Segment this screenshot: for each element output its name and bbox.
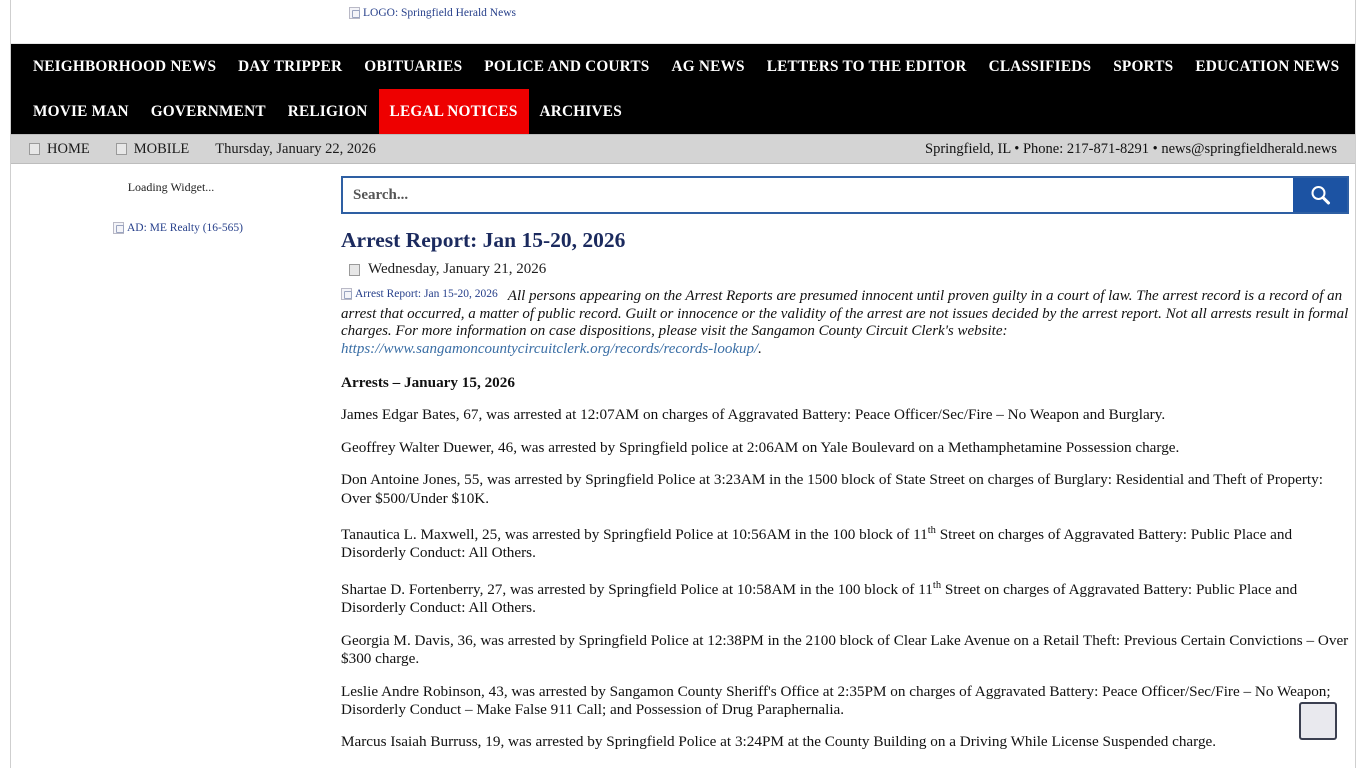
arrest-entry: James Edgar Bates, 67, was arrested at 12:07AM on charges of Aggravated Battery: Peace Officer/Sec/Fire – No Weapon and Burglary.: [341, 406, 1166, 424]
nav-label: ARCHIVES: [539, 102, 622, 120]
article-image-broken[interactable]: [341, 288, 498, 300]
nav-label: NEIGHBORHOOD NEWS: [33, 57, 217, 75]
nav-item-sports[interactable]: [1102, 44, 1184, 89]
nav-label: POLICE AND COURTS: [484, 57, 650, 75]
home-icon: [29, 143, 40, 155]
nav-label: DAY TRIPPER: [238, 57, 343, 75]
mobile-link[interactable]: [116, 141, 190, 158]
nav-item-obituaries[interactable]: [353, 44, 473, 89]
nav-item-religion[interactable]: [277, 89, 379, 134]
floating-widget-button[interactable]: [1299, 702, 1337, 740]
contact-info: Springfield, IL • Phone: 217-871-8291 • news@springfieldherald.news: [925, 140, 1337, 157]
article-image-alt-text: Arrest Report: Jan 15-20, 2026: [355, 288, 498, 300]
logo-bar: [11, 0, 1355, 44]
nav-label: LETTERS TO THE EDITOR: [766, 57, 967, 75]
nav-label: GOVERNMENT: [150, 102, 266, 120]
nav-row-2: [11, 89, 1355, 134]
nav-item-day-tripper[interactable]: [227, 44, 353, 89]
article-lede: [341, 288, 1353, 358]
nav-label: CLASSIFIEDS: [988, 57, 1092, 75]
arrest-entry: Shartae D. Fortenberry, 27, was arrested by Springfield Police at 10:58AM in the 100 block of 11th Street on charges of Aggravated Battery: Public Place and Disorderly Conduct: All Others.: [341, 579, 1298, 617]
current-date: Thursday, January 22, 2026: [215, 140, 376, 157]
nav-label: SPORTS: [1113, 57, 1174, 75]
nav-item-government[interactable]: [140, 89, 277, 134]
article-publish-date-text: Wednesday, January 21, 2026: [368, 261, 547, 277]
home-link[interactable]: [29, 141, 90, 158]
content-area: [11, 164, 1355, 768]
main-column: [331, 164, 1355, 768]
nav-label: MOVIE MAN: [33, 102, 129, 120]
nav-item-classifieds[interactable]: [978, 44, 1103, 89]
search-button[interactable]: [1293, 178, 1347, 212]
sidebar: [11, 164, 331, 768]
arrest-entry: Leslie Andre Robinson, 43, was arrested by Sangamon County Sheriff's Office at 2:35PM on charges of Aggravated Battery: Peace Officer/Sec/Fire – No Weapon; Disorderly Conduct – Make False 911 Call; and Possession of Drug Paraphernalia.: [341, 682, 1331, 718]
nav-row-1: [11, 44, 1355, 89]
widget-loading-status: Loading Widget...: [127, 180, 215, 194]
nav-label: RELIGION: [287, 102, 368, 120]
sidebar-ad-alt-text: AD: ME Realty (16-565): [127, 222, 243, 234]
nav-label: EDUCATION NEWS: [1195, 57, 1340, 75]
nav-label: LEGAL NOTICES: [389, 102, 518, 120]
page-title: Arrest Report: Jan 15-20, 2026: [341, 228, 626, 252]
article-publish-date: [341, 261, 1353, 278]
circuit-clerk-records-link[interactable]: https://www.sangamoncountycircuitclerk.org/records/records-lookup/: [341, 340, 759, 357]
disclaimer-text-part1: All persons appearing on the Arrest Reports are presumed innocent until proven guilty in a court of law. The arrest record is a record of an arrest that occurred, a matter of public record. Guilt or innocence or the validity of the arrest are not issues decided by the arrest report. Not all arrests result in formal charges. For more information on case dispositions, please visit the Sangamon County Circuit Clerk's website:: [341, 288, 1349, 340]
utility-bar-left: [29, 141, 376, 158]
nav-item-neighborhood-news[interactable]: [11, 44, 227, 89]
mobile-icon: [116, 143, 127, 155]
arrest-entry: Marcus Isaiah Burruss, 19, was arrested by Springfield Police at 3:24PM at the County Building on a Driving While License Suspended charge.: [341, 733, 1217, 751]
sidebar-ad-broken-image[interactable]: [113, 222, 243, 234]
sidebar-ad-slot[interactable]: [21, 221, 321, 239]
nav-label: OBITUARIES: [364, 57, 463, 75]
site-logo-alt-text: LOGO: Springfield Herald News: [363, 7, 516, 19]
nav-label: AG NEWS: [671, 57, 745, 75]
search-bar[interactable]: [341, 176, 1349, 214]
home-link-label: HOME: [47, 140, 90, 157]
mobile-link-label: MOBILE: [133, 140, 190, 157]
arrest-entry: Tanautica L. Maxwell, 25, was arrested by Springfield Police at 10:56AM in the 100 block of 11th Street on charges of Aggravated Battery: Public Place and Disorderly Conduct: All Others.: [341, 525, 1293, 562]
arrest-entry: Geoffrey Walter Duewer, 46, was arrested by Springfield police at 2:06AM on Yale Boulevard on a Methamphetamine Possession charge.: [341, 438, 1180, 456]
utility-bar: [11, 134, 1355, 164]
nav-item-archives[interactable]: [529, 89, 633, 134]
nav-item-letters-to-the-editor[interactable]: [756, 44, 978, 89]
calendar-icon: [349, 264, 360, 276]
arrest-entry: Don Antoine Jones, 55, was arrested by Springfield Police at 3:23AM in the 1500 block of State Street on charges of Burglary: Residential and Theft of Property: Over $500/Under $10K.: [341, 471, 1323, 507]
nav-item-police-and-courts[interactable]: [473, 44, 660, 89]
search-icon: [1309, 184, 1331, 206]
broken-image-icon: [113, 222, 124, 234]
arrest-entry: Georgia M. Davis, 36, was arrested by Springfield Police at 12:38PM in the 2100 block of Clear Lake Avenue on a Retail Theft: Previous Certain Convictions – Over $300 charge.: [341, 631, 1349, 668]
nav-item-ag-news[interactable]: [661, 44, 756, 89]
page-frame: [10, 0, 1356, 768]
broken-image-icon: [349, 7, 360, 19]
arrests-section-heading: Arrests – January 15, 2026: [341, 374, 515, 392]
main-navigation[interactable]: [11, 44, 1355, 134]
site-logo-broken-image[interactable]: [349, 7, 516, 19]
disclaimer-text-part2: .: [758, 340, 762, 357]
nav-item-education-news[interactable]: [1184, 44, 1350, 89]
search-input[interactable]: [343, 178, 1293, 212]
broken-image-icon: [341, 288, 352, 300]
article: [341, 214, 1353, 752]
nav-item-legal-notices[interactable]: [379, 89, 529, 134]
nav-item-movie-man[interactable]: [11, 89, 140, 134]
